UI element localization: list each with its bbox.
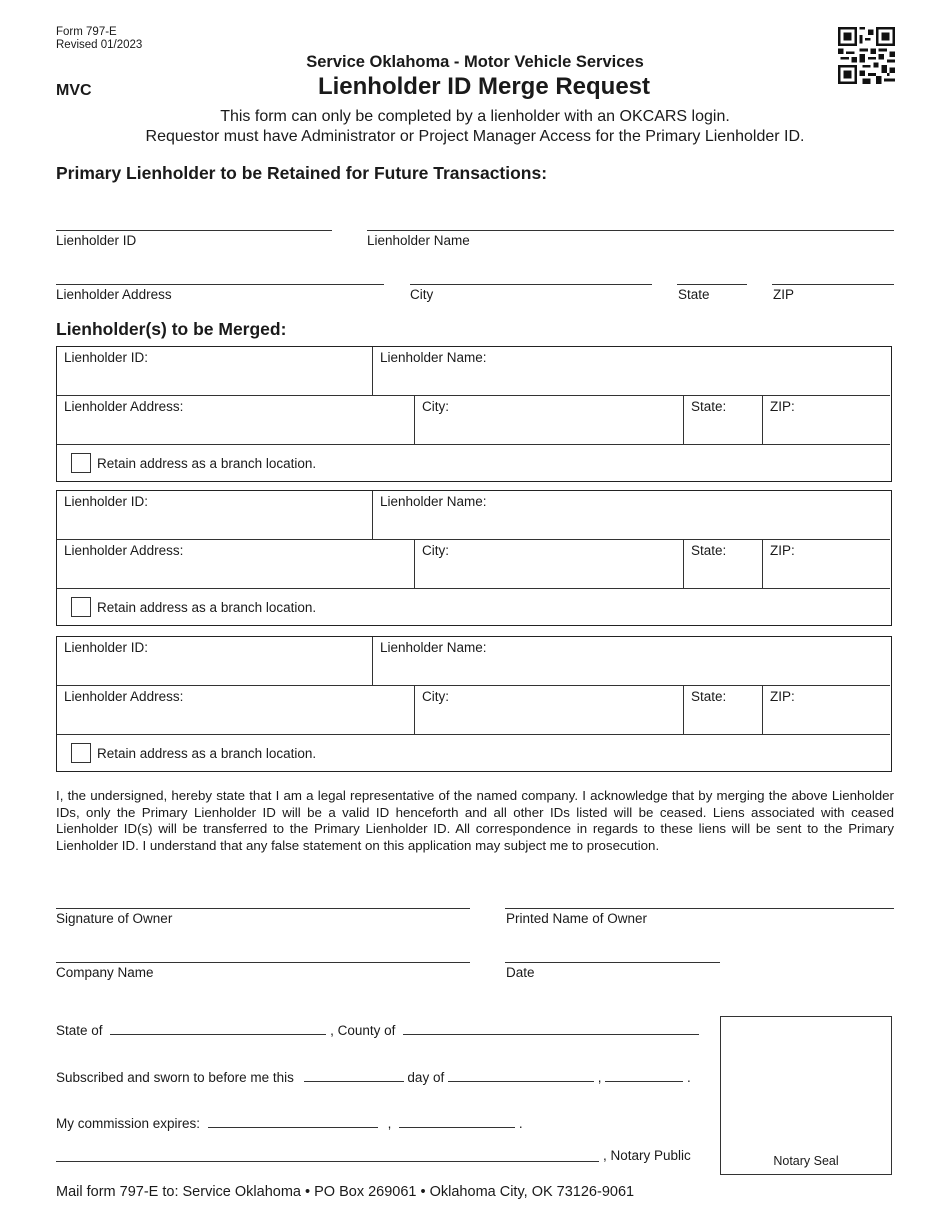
- primary-lienholder-name-field[interactable]: [367, 230, 894, 231]
- primary-city-label: City: [410, 287, 434, 302]
- merged-lienholder-group-1: [56, 346, 892, 482]
- date-label: Date: [506, 965, 535, 980]
- merged-lienholder-name-field[interactable]: [373, 347, 890, 396]
- state-of-label: State of: [56, 1023, 103, 1038]
- merged-lienholder-id-field[interactable]: [57, 491, 373, 540]
- county-of-label: , County of: [330, 1023, 396, 1038]
- merged-lienholder-id-label: Lienholder ID:: [64, 494, 149, 509]
- merged-state-label: State:: [691, 543, 727, 558]
- notary-public-signature-field[interactable]: [56, 1161, 599, 1162]
- sworn-line: [56, 1068, 691, 1085]
- merged-lienholder-name-field[interactable]: [373, 491, 890, 540]
- merged-lienholder-address-field[interactable]: [57, 540, 415, 589]
- merged-lienholder-group-3: [56, 636, 892, 772]
- retain-branch-label: Retain address as a branch location.: [97, 600, 317, 615]
- merged-lienholder-id-label: Lienholder ID:: [64, 640, 149, 655]
- sworn-label: Subscribed and sworn to before me this: [56, 1070, 294, 1085]
- merged-lienholder-name-label: Lienholder Name:: [380, 350, 487, 365]
- owner-signature-field[interactable]: [56, 908, 470, 909]
- merged-lienholder-id-field[interactable]: [57, 347, 373, 396]
- printed-name-label: Printed Name of Owner: [506, 911, 648, 926]
- notary-public-label: , Notary Public: [603, 1148, 691, 1163]
- owner-signature-label: Signature of Owner: [56, 911, 173, 926]
- state-field[interactable]: [110, 1021, 326, 1035]
- retain-branch-label: Retain address as a branch location.: [97, 746, 317, 761]
- merged-zip-field[interactable]: [763, 540, 890, 589]
- merged-city-label: City:: [422, 689, 449, 704]
- company-name-label: Company Name: [56, 965, 154, 980]
- period-separator: .: [687, 1070, 691, 1085]
- state-county-line: [56, 1021, 699, 1038]
- primary-city-field[interactable]: [410, 284, 652, 285]
- sworn-day-field[interactable]: [304, 1068, 404, 1082]
- merged-lienholders-heading: Lienholder(s) to be Merged:: [56, 319, 287, 339]
- primary-zip-field[interactable]: [772, 284, 894, 285]
- merged-zip-label: ZIP:: [770, 399, 795, 414]
- merged-state-label: State:: [691, 689, 727, 704]
- period-separator: .: [518, 1116, 523, 1131]
- merged-zip-field[interactable]: [763, 686, 890, 735]
- primary-zip-label: ZIP: [773, 287, 795, 302]
- merged-lienholder-id-label: Lienholder ID:: [64, 350, 149, 365]
- merged-lienholder-address-field[interactable]: [57, 686, 415, 735]
- primary-lienholder-id-field[interactable]: [56, 230, 332, 231]
- commission-expires-label: My commission expires:: [56, 1116, 201, 1131]
- printed-name-field[interactable]: [505, 908, 894, 909]
- county-field[interactable]: [403, 1021, 699, 1035]
- merged-city-field[interactable]: [415, 396, 684, 445]
- agency-name: Service Oklahoma - Motor Vehicle Services: [306, 53, 644, 71]
- declaration-text: I, the undersigned, hereby state that I am a legal representative of the named company. I acknowledge that by merging the above Lienholder IDs, only the Primary Lienholder ID will be a valid ID henceforth and all other IDs listed will be ceased. Liens associated with ceased Lienholder ID(s) will be transferred to the Primary Lienholder ID. All correspondence in regards to these liens will be sent to the Primary Lienholder ID. I understand that any false statement on this application may subject me to prosecution.: [56, 788, 894, 853]
- form-number-block: [56, 26, 142, 52]
- retain-branch-checkbox[interactable]: [71, 743, 91, 763]
- merged-lienholder-address-label: Lienholder Address:: [64, 399, 184, 414]
- merged-state-field[interactable]: [684, 396, 763, 445]
- merged-zip-field[interactable]: [763, 396, 890, 445]
- retain-branch-checkbox[interactable]: [71, 453, 91, 473]
- merged-lienholder-id-field[interactable]: [57, 637, 373, 686]
- primary-lienholder-id-label: Lienholder ID: [56, 233, 137, 248]
- day-of-label: day of: [407, 1070, 445, 1085]
- merged-state-field[interactable]: [684, 686, 763, 735]
- primary-lienholder-heading: Primary Lienholder to be Retained for Future Transactions:: [56, 163, 548, 183]
- merged-lienholder-address-label: Lienholder Address:: [64, 543, 184, 558]
- subtitle-line-1: This form can only be completed by a lienholder with an OKCARS login.: [220, 108, 730, 125]
- revised-date: Revised 01/2023: [56, 39, 143, 51]
- merged-city-label: City:: [422, 543, 449, 558]
- merged-lienholder-address-label: Lienholder Address:: [64, 689, 184, 704]
- merged-lienholder-address-field[interactable]: [57, 396, 415, 445]
- mailing-instructions: Mail form 797-E to: Service Oklahoma • PO Box 269061 • Oklahoma City, OK 73126-9061: [56, 1184, 635, 1200]
- commission-line: [56, 1114, 523, 1131]
- notary-seal-label: Notary Seal: [773, 1154, 839, 1168]
- merged-lienholder-name-label: Lienholder Name:: [380, 494, 487, 509]
- comma-separator: ,: [597, 1070, 602, 1085]
- merged-state-label: State:: [691, 399, 727, 414]
- merged-zip-label: ZIP:: [770, 689, 795, 704]
- notary-seal-box: [720, 1016, 892, 1175]
- merged-lienholder-name-label: Lienholder Name:: [380, 640, 487, 655]
- commission-date-field[interactable]: [208, 1114, 378, 1128]
- division-code: MVC: [56, 82, 92, 99]
- merged-zip-label: ZIP:: [770, 543, 795, 558]
- date-field[interactable]: [505, 962, 720, 963]
- merged-city-field[interactable]: [415, 686, 684, 735]
- primary-lienholder-address-label: Lienholder Address: [56, 287, 172, 302]
- merged-lienholder-name-field[interactable]: [373, 637, 890, 686]
- retain-branch-checkbox[interactable]: [71, 597, 91, 617]
- primary-lienholder-name-label: Lienholder Name: [367, 233, 470, 248]
- primary-state-field[interactable]: [677, 284, 747, 285]
- merged-state-field[interactable]: [684, 540, 763, 589]
- page-title: Lienholder ID Merge Request: [317, 73, 651, 100]
- form-number: Form 797-E: [56, 26, 117, 38]
- commission-year-field[interactable]: [399, 1114, 515, 1128]
- merged-lienholder-group-2: [56, 490, 892, 626]
- retain-branch-label: Retain address as a branch location.: [97, 456, 317, 471]
- merged-city-field[interactable]: [415, 540, 684, 589]
- subtitle-line-2: Requestor must have Administrator or Project Manager Access for the Primary Lienholder ID.: [145, 128, 805, 145]
- merged-city-label: City:: [422, 399, 449, 414]
- company-name-field[interactable]: [56, 962, 470, 963]
- sworn-month-field[interactable]: [448, 1068, 594, 1082]
- comma-separator: ,: [387, 1116, 392, 1131]
- qr-code-icon: [838, 27, 895, 84]
- sworn-year-field[interactable]: [605, 1068, 683, 1082]
- primary-state-label: State: [678, 287, 710, 302]
- primary-lienholder-address-field[interactable]: [56, 284, 384, 285]
